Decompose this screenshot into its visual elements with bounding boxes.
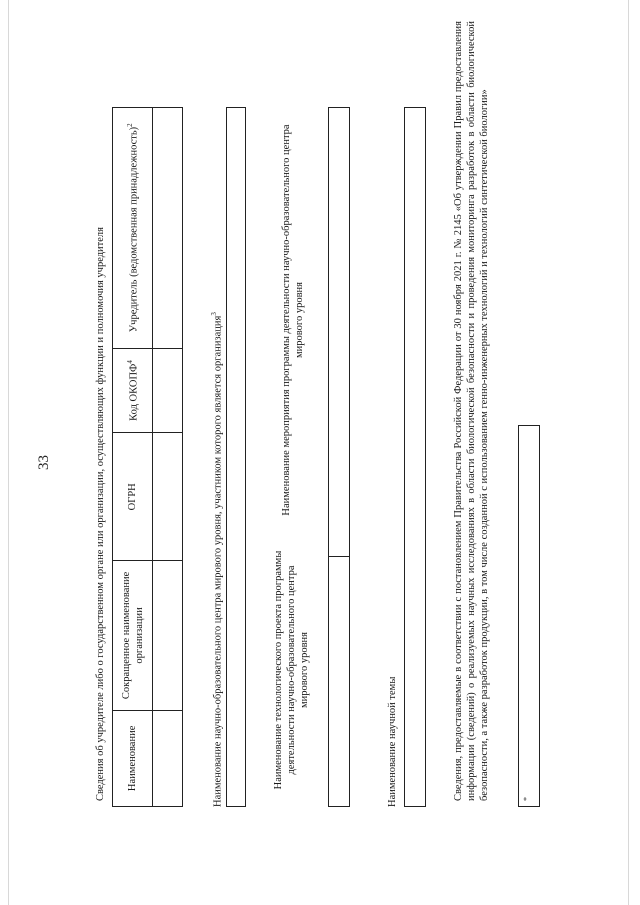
project-input-row[interactable]: [328, 107, 350, 807]
column-header-ogrn: ОГРН: [113, 433, 153, 561]
biosafety-info-text: Сведения, предоставляемые в соответствии с постановлением Правительства Российской Федерации от 30 ноября 2021 г. № 2145 «Об утверждении Правил предоставления информации (сведений) о реализуемых научных исследованиях в области биологической безопасности и проведения мониторинга разработок в области биологической безопасности, а также разработок продукции, в том числе созданной с использованием генно-инженерных технологий и технологий синтетической биологии»: [453, 21, 490, 801]
founder-table: [112, 107, 183, 807]
center-label-text: Наименование научно-образовательного центра мирового уровня, участником которого является организация: [212, 315, 224, 807]
founder-ogrn-cell[interactable]: [153, 433, 183, 561]
column-header-short-name: Сокращенное наименование организации: [113, 561, 153, 711]
column-header-okopf: [113, 348, 153, 433]
event-column-header: Наименование мероприятия программы деятельности научно-образовательного центра мирового уровня: [281, 124, 305, 516]
founder-okopf-cell[interactable]: [153, 348, 183, 433]
founder-short-name-cell[interactable]: [153, 561, 183, 711]
founder-name-cell[interactable]: [153, 710, 183, 806]
project-column-header: Наименование технологического проекта программы деятельности научно-образовательного центра мирового уровня: [273, 550, 310, 790]
center-name-field[interactable]: [226, 107, 246, 807]
founder-footnote-mark: 2: [126, 123, 135, 127]
page-number: 33: [36, 455, 52, 470]
project-input-divider: [328, 556, 350, 557]
center-footnote-mark: 3: [210, 312, 218, 316]
founder-section-title: Сведения об учредителе либо о государственном органе или организации, осуществляющих функции и полномочия учредителя: [95, 227, 106, 801]
info-small-mark: *: [522, 797, 531, 801]
founder-label: Учредитель (ведомственная принадлежность): [128, 126, 140, 333]
center-label: [208, 312, 225, 807]
okopf-label: Код ОКОПФ: [128, 363, 140, 421]
topic-field[interactable]: [404, 107, 426, 807]
topic-label: Наименование научной темы: [387, 676, 398, 807]
column-header-name: Наименование: [113, 710, 153, 806]
founder-affiliation-cell[interactable]: [153, 108, 183, 349]
biosafety-info-field[interactable]: [518, 425, 540, 807]
okopf-footnote-mark: 4: [126, 360, 135, 364]
column-header-founder: [113, 108, 153, 349]
